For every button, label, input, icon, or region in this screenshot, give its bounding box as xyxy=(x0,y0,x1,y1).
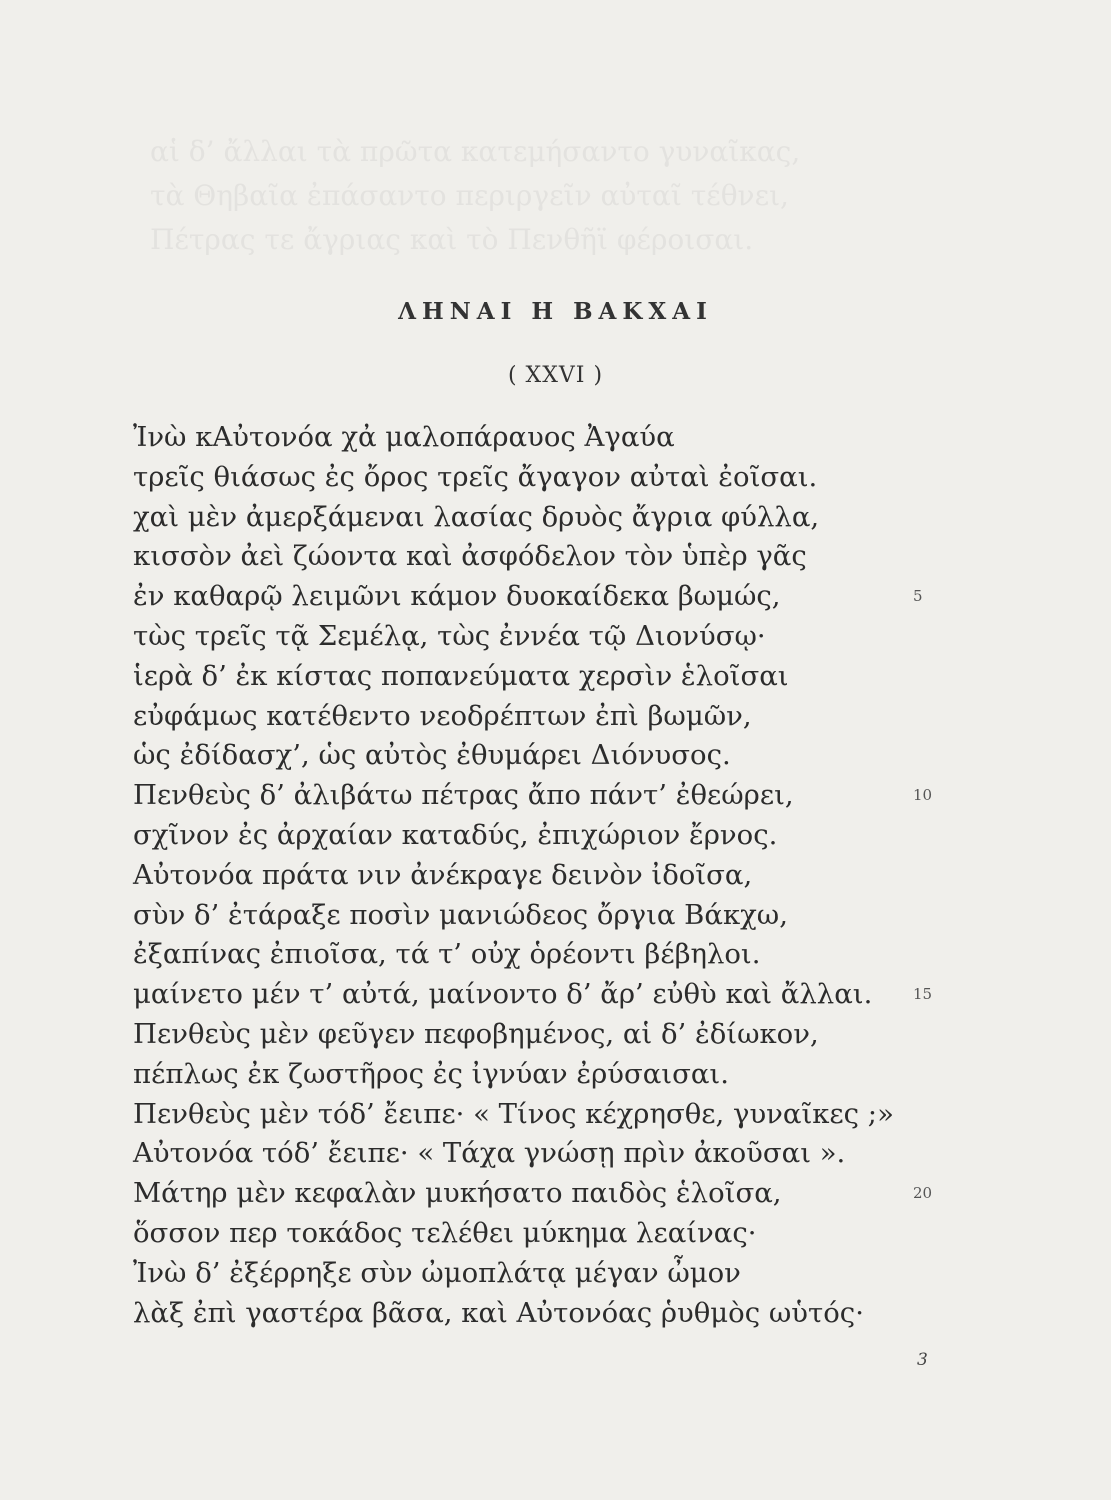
line-text: Μάτηρ μὲν κεφαλὰν μυκήσατο παιδὸς ἑλοῖσα, xyxy=(133,1177,782,1210)
poem-title: ΛΗΝΑΙ Η ΒΑΚΧΑΙ xyxy=(398,298,713,325)
line-number: 20 xyxy=(913,1184,933,1203)
line-number: 15 xyxy=(913,985,933,1004)
line-text: Πενθεὺς μὲν φεῦγεν πεφοβημένος, αἱ δ’ ἐδίωκον, xyxy=(133,1017,819,1050)
poem-line xyxy=(133,935,893,975)
bleed-through-line: αἱ δ’ ἄλλαι τὰ πρῶτα κατεμήσαντο γυναῖκας, xyxy=(150,135,801,168)
line-text: σχῖνον ἐς ἀρχαίαν καταδύς, ἐπιχώριον ἔρνος. xyxy=(133,818,778,851)
line-text: λὰξ ἐπὶ γαστέρα βᾶσα, καὶ Αὐτονόας ῥυθμὸς ωὑτός· xyxy=(133,1296,864,1329)
poem-line xyxy=(133,657,893,697)
line-text: μαίνετο μέν τ’ αὐτά, μαίνοντο δ’ ἄρ’ εὐθὺ καὶ ἄλλαι. xyxy=(133,978,873,1011)
poem-line xyxy=(133,856,893,896)
poem-line xyxy=(133,736,893,776)
line-text: Ἰνὼ κΑὐτονόα χἀ μαλοπάραυος Ἀγαύα xyxy=(133,421,675,453)
poem-line xyxy=(133,1015,893,1055)
poem-line xyxy=(133,458,893,498)
poem-line xyxy=(133,1095,893,1135)
poem-line xyxy=(133,418,893,458)
poem-line xyxy=(133,617,893,657)
line-text: Πενθεὺς δ’ ἀλιβάτω πέτρας ἄπο πάντ’ ἐθεώρει, xyxy=(133,779,794,812)
poem-line xyxy=(133,776,933,816)
poem-body xyxy=(133,418,933,1333)
page-number: 3 xyxy=(917,1350,928,1370)
poem-line xyxy=(133,1174,933,1214)
poem-line xyxy=(133,1254,893,1294)
bleed-through-line: τὰ Θηβαῖα ἐπάσαντο περιργεῖν αὐταῖ τέθνει, xyxy=(150,179,789,212)
line-text: χαὶ μὲν ἀμερξάμεναι λασίας δρυὸς ἄγρια φύλλα, xyxy=(133,500,820,533)
line-text: τρεῖς θιάσως ἐς ὄρος τρεῖς ἄγαγον αὐταὶ ἐοῖσαι. xyxy=(133,460,818,493)
poem-line xyxy=(133,498,893,538)
line-text: Αὐτονόα τόδ’ ἔειπε· « Τάχα γνώσῃ πρὶν ἀκοῦσαι ». xyxy=(133,1137,846,1170)
line-text: πέπλως ἐκ ζωστῆρος ἐς ἰγνύαν ἐρύσαισαι. xyxy=(133,1057,729,1090)
line-text: ἐν καθαρῷ λειμῶνι κάμον δυοκαίδεκα βωμώς, xyxy=(133,580,781,613)
bleed-through-line: Πέτρας τε ἄγριας καὶ τὸ Πενθῆϊ φέροισαι. xyxy=(150,223,754,256)
poem-line xyxy=(133,1055,893,1095)
poem-line xyxy=(133,1294,893,1334)
line-text: κισσὸν ἀεὶ ζώοντα καὶ ἀσφόδελον τὸν ὑπὲρ γᾶς xyxy=(133,540,807,573)
poem-number: ( XXVI ) xyxy=(507,363,604,388)
poem-line xyxy=(133,1214,893,1254)
poem-line xyxy=(133,816,893,856)
line-text: ὡς ἐδίδασχ’, ὡς αὐτὸς ἐθυμάρει Διόνυσος. xyxy=(133,739,731,772)
poem-line xyxy=(133,697,893,737)
line-number: 10 xyxy=(913,786,933,805)
line-text: σὺν δ’ ἐτάραξε ποσὶν μανιώδεος ὄργια Βάκχω, xyxy=(133,898,788,931)
poem-line xyxy=(133,577,923,617)
poem-line xyxy=(133,896,893,936)
line-text: Αὐτονόα πράτα νιν ἀνέκραγε δεινὸν ἰδοῖσα, xyxy=(133,858,753,891)
poem-line xyxy=(133,1134,893,1174)
poem-line xyxy=(133,537,893,577)
line-text: Ἰνὼ δ’ ἐξέρρηξε σὺν ὠμοπλάτᾳ μέγαν ὦμον xyxy=(133,1256,741,1289)
line-text: Πενθεὺς μὲν τόδ’ ἔειπε· « Τίνος κέχρησθε, γυναῖκες ;» xyxy=(133,1097,894,1130)
line-text: ὅσσον περ τοκάδος τελέθει μύκημα λεαίνας· xyxy=(133,1216,757,1249)
line-number: 5 xyxy=(913,587,923,606)
line-text: ἐξαπίνας ἐπιοῖσα, τά τ’ οὐχ ὁρέοντι βέβηλοι. xyxy=(133,938,761,971)
poem-line xyxy=(133,975,933,1015)
line-text: εὐφάμως κατέθεντο νεοδρέπτων ἐπὶ βωμῶν, xyxy=(133,699,752,732)
bleed-through-text xyxy=(150,130,960,262)
line-text: τὼς τρεῖς τᾷ Σεμέλᾳ, τὼς ἐννέα τῷ Διονύσῳ· xyxy=(133,619,766,652)
line-text: ἱερὰ δ’ ἐκ κίστας ποπανεύματα χερσὶν ἑλοῖσαι xyxy=(133,659,789,692)
